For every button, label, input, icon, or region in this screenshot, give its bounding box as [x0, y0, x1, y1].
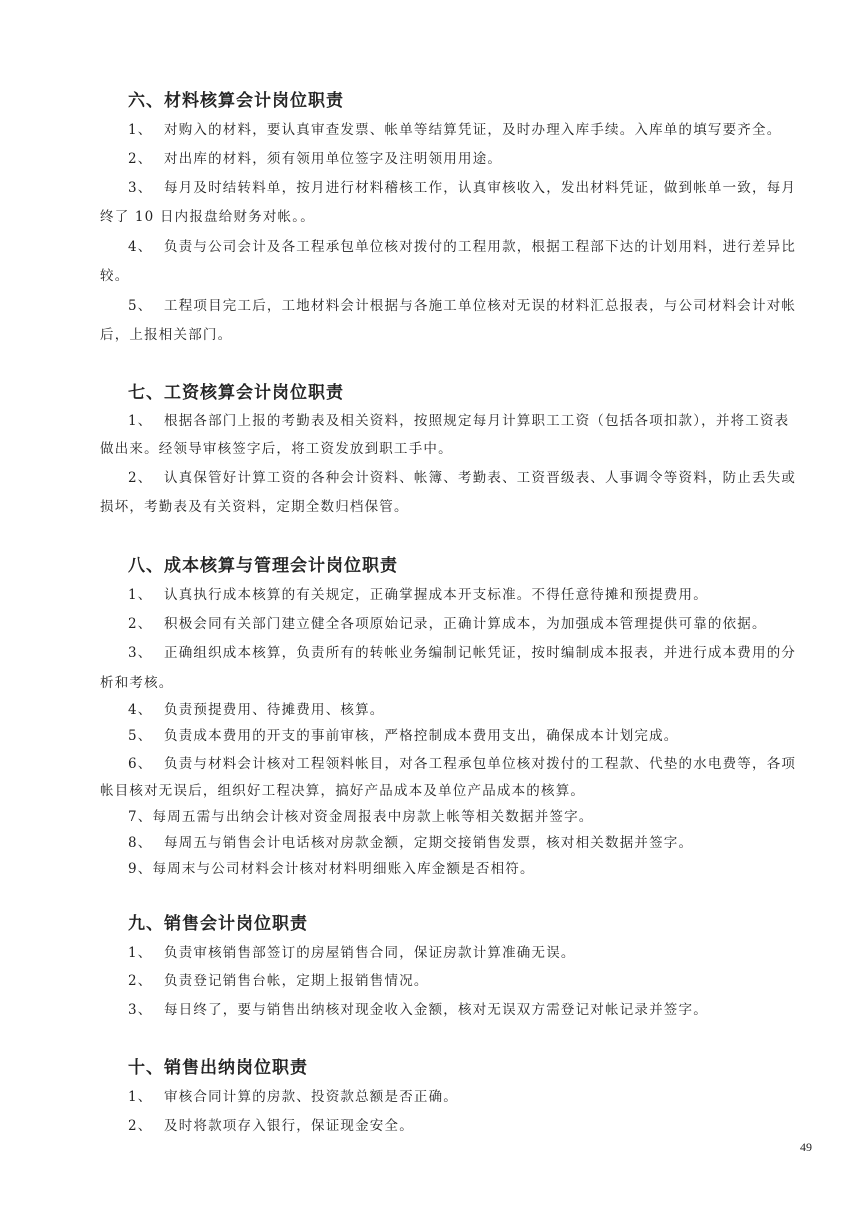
list-item: 1、 认真执行成本核算的有关规定，正确掌握成本开支标准。不得任意待摊和预提费用。 [128, 587, 708, 603]
list-item: 5、 负责成本费用的开支的事前审核，严格控制成本费用支出，确保成本计划完成。 [128, 728, 679, 744]
list-item: 5、 工程项目完工后，工地材料会计根据与各施工单位核对无误的材料汇总报表，与公司材料会计对帐 [128, 298, 797, 314]
list-item: 2、 负责登记销售台帐，定期上报销售情况。 [128, 973, 429, 989]
section-heading: 九、销售会计岗位职责 [128, 914, 308, 934]
section-heading: 八、成本核算与管理会计岗位职责 [128, 556, 398, 576]
list-item-continuation: 做出来。经领导审核签字后，将工资发放到职工手中。 [100, 441, 453, 457]
section-heading: 十、销售出纳岗位职责 [128, 1058, 308, 1078]
list-item: 1、 审核合同计算的房款、投资款总额是否正确。 [128, 1089, 458, 1105]
list-item-continuation: 终了 10 日内报盘给财务对帐。。 [100, 209, 315, 225]
list-item: 6、 负责与材料会计核对工程领料帐目，对各工程承包单位核对拨付的工程款、代垫的水电费等，各项 [128, 756, 797, 772]
list-item-continuation: 损坏，考勤表及有关资料，定期全数归档保管。 [100, 499, 409, 515]
section-heading: 六、材料核算会计岗位职责 [128, 91, 344, 111]
page-number: 49 [800, 1140, 812, 1154]
list-item: 1、 负责审核销售部签订的房屋销售合同，保证房款计算准确无误。 [128, 945, 576, 961]
list-item: 3、 正确组织成本核算，负责所有的转帐业务编制记帐凭证，按时编制成本报表，并进行成本费用的分 [128, 645, 797, 661]
list-item: 1、 对购入的材料，要认真审查发票、帐单等结算凭证，及时办理入库手续。入库单的填写要齐全。 [128, 122, 782, 138]
list-item-continuation: 帐目核对无误后，组织好工程决算，搞好产品成本及单位产品成本的核算。 [100, 783, 586, 799]
list-item: 2、 及时将款项存入银行，保证现金安全。 [128, 1118, 414, 1134]
list-item: 2、 认真保管好计算工资的各种会计资料、帐簿、考勤表、工资晋级表、人事调令等资料，防止丢失或 [128, 470, 797, 486]
section-heading: 七、工资核算会计岗位职责 [128, 383, 344, 403]
list-item: 3、 每日终了，要与销售出纳核对现金收入金额，核对无误双方需登记对帐记录并签字。 [128, 1002, 708, 1018]
list-item-continuation: 较。 [100, 268, 130, 284]
list-item: 4、 负责与公司会计及各工程承包单位核对拨付的工程用款，根据工程部下达的计划用料，进行差异比 [128, 239, 797, 255]
list-item: 8、 每周五与销售会计电话核对房款金额，定期交接销售发票，核对相关数据并签字。 [128, 835, 694, 851]
list-item-continuation: 析和考核。 [100, 675, 174, 691]
list-item: 1、 根据各部门上报的考勤表及相关资料，按照规定每月计算职工工资（包括各项扣款），并将工资表 [128, 413, 790, 429]
list-item-continuation: 后，上报相关部门。 [100, 327, 233, 343]
list-item: 2、 对出库的材料，须有领用单位签字及注明领用用途。 [128, 151, 503, 167]
list-item: 7、每周五需与出纳会计核对资金周报表中房款上帐等相关数据并签字。 [128, 809, 594, 825]
list-item: 4、 负责预提费用、待摊费用、核算。 [128, 702, 385, 718]
list-item: 9、每周末与公司材料会计核对材料明细账入库金额是否相符。 [128, 861, 535, 877]
list-item: 2、 积极会同有关部门建立健全各项原始记录，正确计算成本，为加强成本管理提供可靠的依据。 [128, 616, 767, 632]
list-item: 3、 每月及时结转料单，按月进行材料稽核工作，认真审核收入，发出材料凭证，做到帐单一致，每月 [128, 180, 797, 196]
